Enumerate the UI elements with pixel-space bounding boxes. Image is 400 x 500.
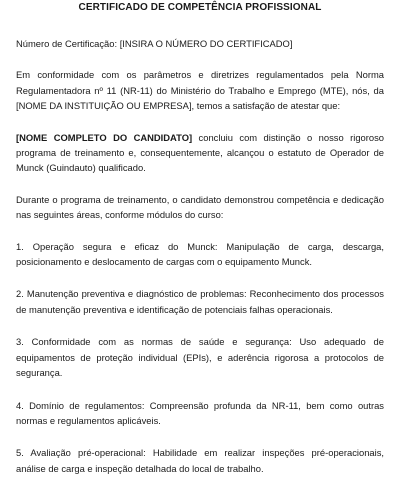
intro-paragraph: Em conformidade com os parâmetros e diretrizes regulamentados pela Norma Regulamentadora nº 11 (NR-11) do Ministério do Trabalho e Emprego (MTE), nós, da [NOME DA INSTITUIÇÃO OU EMPRESA], temos a satisfação de atestar que: [16,69,384,112]
module-item-3: 3. Conformidade com as normas de saúde e segurança: Uso adequado de equipamentos de proteção individual (EPIs), e aderência rigorosa a protocolos de segurança. [16,336,384,379]
certificate-title: CERTIFICADO DE COMPETÊNCIA PROFISSIONAL [78,2,322,13]
module-item-5: 5. Avaliação pré-operacional: Habilidade em realizar inspeções pré-operacionais, análise de carga e inspeção detalhada do local de trabalho. [16,447,384,474]
candidate-name: [NOME COMPLETO DO CANDIDATO] [16,131,193,143]
certificate-number-line: Número de Certificação: [INSIRA O NÚMERO DO CERTIFICADO] [16,38,293,49]
module-item-2: 2. Manutenção preventiva e diagnóstico de problemas: Reconhecimento dos processos de manutenção preventiva e identificação de potenciais falhas operacionais. [16,288,384,315]
candidate-paragraph [16,130,384,176]
module-item-1: 1. Operação segura e eficaz do Munck: Manipulação de carga, descarga, posicionamento e deslocamento de cargas com o equipamento Munck. [16,240,384,268]
module-item-4: 4. Domínio de regulamentos: Compreensão profunda da NR-11, bem como outras normas e regulamentos aplicáveis. [16,399,384,426]
candidate-statement: concluiu com distinção o nosso rigoroso programa de treinamento e, consequentemente, alcançou o estatuto de Operador de Munck (Guindauto) qualificado. [16,131,384,174]
program-intro-paragraph: Durante o programa de treinamento, o candidato demonstrou competência e dedicação nas seguintes áreas, conforme módulos do curso: [16,193,384,221]
